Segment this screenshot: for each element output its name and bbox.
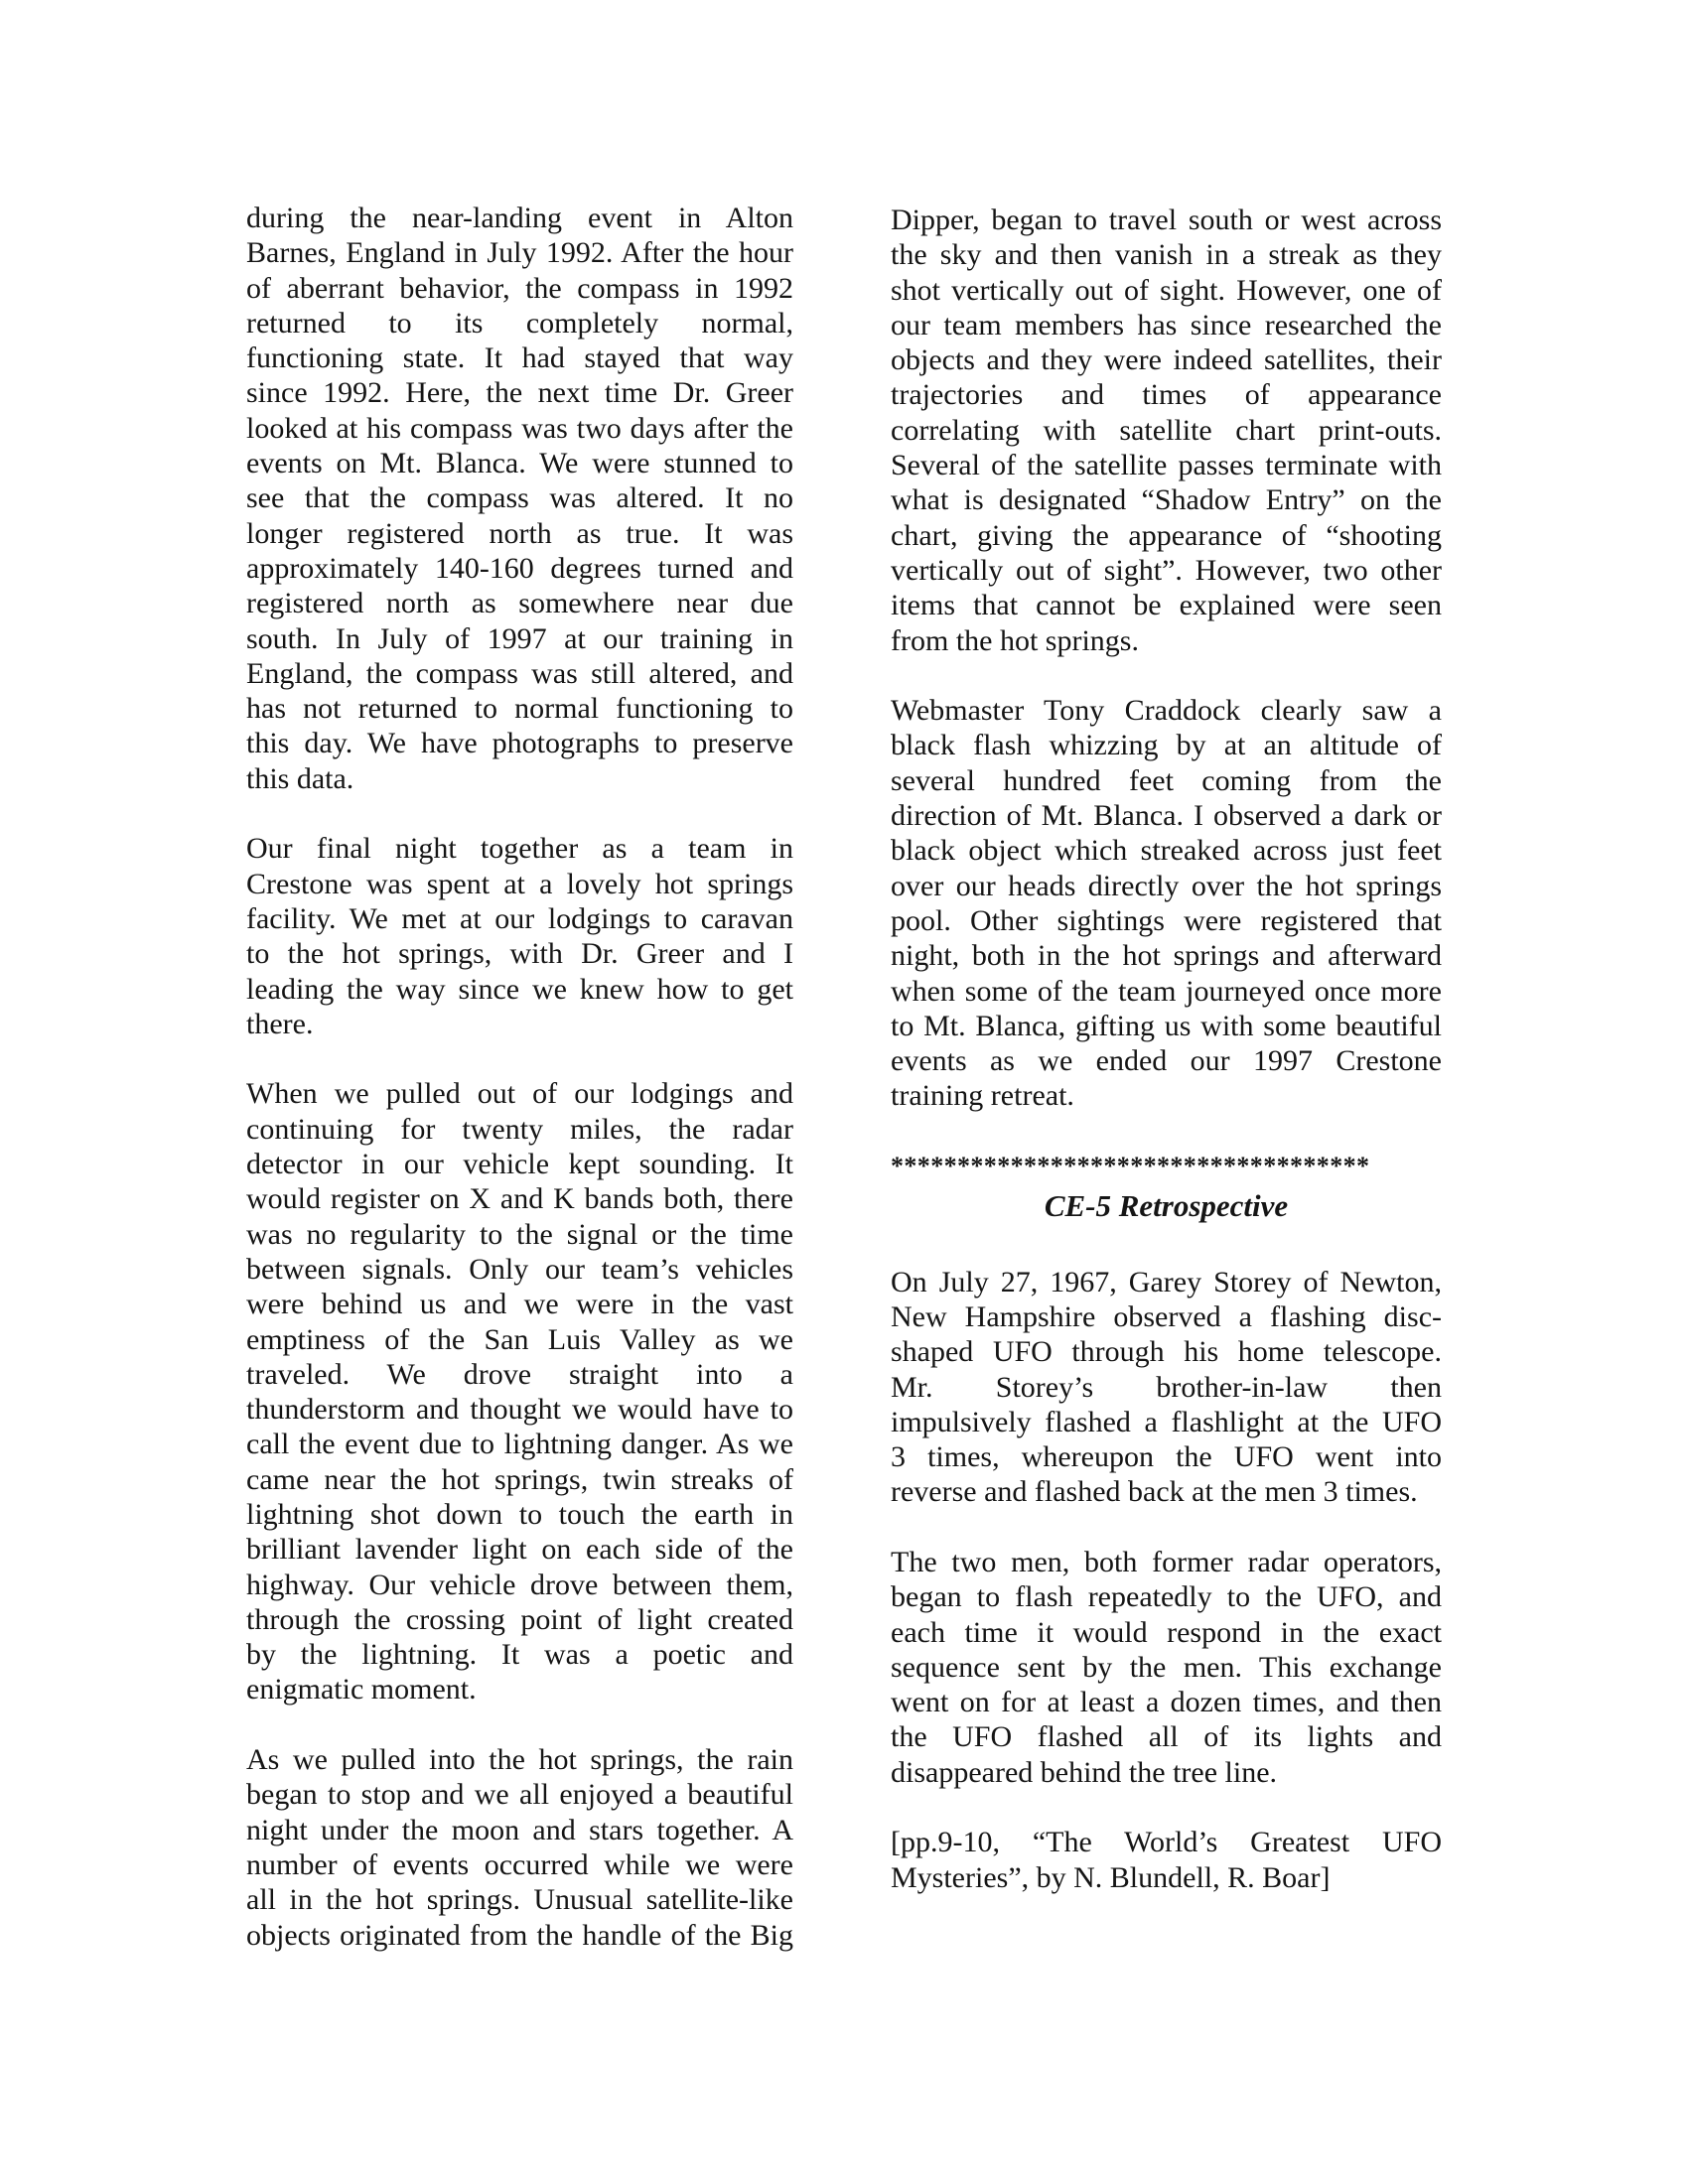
paragraph [891, 1825, 1442, 1895]
text-line: night under the moon and stars together. A [246, 1813, 793, 1846]
text-line: Mr. Storey’s brother-in-law then [891, 1370, 1442, 1404]
text-line: were behind us and we were in the vast [246, 1288, 793, 1321]
text-line: England, the compass was still altered, and [246, 656, 793, 690]
text-line: The two men, both former radar operators, [891, 1545, 1442, 1578]
text-line: detector in our vehicle kept sounding. It [246, 1148, 793, 1181]
left-text-column [246, 201, 793, 1953]
text-line: was no regularity to the signal or the time [246, 1217, 793, 1251]
text-line: went on for at least a dozen times, and then [891, 1686, 1442, 1719]
text-line: highway. Our vehicle drove between them, [246, 1568, 793, 1601]
text-line: 3 times, whereupon the UFO went into [891, 1440, 1442, 1474]
text-line: what is designated “Shadow Entry” on the [891, 483, 1442, 517]
text-line: through the crossing point of light created [246, 1602, 793, 1636]
text-line: facility. We met at our lodgings to caravan [246, 901, 793, 935]
text-line: during the near-landing event in Alton [246, 202, 793, 234]
text-line: shaped UFO through his home telescope. [891, 1335, 1442, 1369]
text-line: sequence sent by the men. This exchange [891, 1650, 1442, 1684]
text-line: correlating with satellite chart print-outs. [891, 413, 1442, 447]
text-line: registered north as somewhere near due [246, 587, 793, 620]
text-line: see that the compass was altered. It no [246, 481, 793, 515]
text-line: since 1992. Here, the next time Dr. Greer [246, 376, 793, 410]
text-line: call the event due to lightning danger. As we [246, 1428, 793, 1461]
text-line: items that cannot be explained were seen [891, 589, 1442, 622]
text-line: vertically out of sight”. However, two other [891, 553, 1442, 587]
text-line: night, both in the hot springs and afterward [891, 939, 1442, 973]
text-line: impulsively flashed a flashlight at the UFO [891, 1405, 1442, 1438]
text-line: functioning state. It had stayed that way [246, 341, 793, 375]
text-line: Mysteries”, by N. Blundell, R. Boar] [891, 1860, 1331, 1894]
text-line: lightning shot down to touch the earth in [246, 1497, 793, 1531]
text-line: each time it would respond in the exact [891, 1615, 1442, 1649]
paragraph [891, 693, 1442, 1114]
text-line: On July 27, 1967, Garey Storey of Newton, [891, 1265, 1442, 1298]
paragraph [891, 1265, 1442, 1510]
text-line: our team members has since researched the [891, 308, 1442, 341]
text-line: approximately 140-160 degrees turned and [246, 551, 793, 585]
text-line: by the lightning. It was a poetic and [246, 1638, 793, 1672]
paragraph [246, 1742, 793, 1953]
text-line: pool. Other sightings were registered that [891, 903, 1442, 937]
text-line: all in the hot springs. Unusual satellite-like [246, 1883, 793, 1917]
text-line: leading the way since we knew how to get [246, 972, 793, 1006]
text-line: Barnes, England in July 1992. After the hour [246, 236, 793, 270]
text-line: returned to its completely normal, [246, 306, 793, 340]
text-line: disappeared behind the tree line. [891, 1755, 1278, 1789]
text-line: Webmaster Tony Craddock clearly saw a [891, 694, 1442, 728]
text-line: Crestone was spent at a lovely hot springs [246, 867, 793, 900]
text-line: trajectories and times of appearance [891, 378, 1442, 412]
section-heading: CE-5 Retrospective [1044, 1188, 1289, 1224]
paragraph [891, 203, 1442, 658]
text-line: thunderstorm and thought we would have to [246, 1393, 793, 1427]
text-line: several hundred feet coming from the [891, 763, 1442, 797]
text-line: continuing for twenty miles, the radar [246, 1112, 793, 1146]
text-line: has not returned to normal functioning to [246, 692, 793, 726]
text-line: When we pulled out of our lodgings and [246, 1077, 793, 1111]
text-line: from the hot springs. [891, 623, 1139, 657]
text-line: to the hot springs, with Dr. Greer and I [246, 937, 793, 971]
text-line: began to stop and we all enjoyed a beautiful [246, 1778, 793, 1812]
text-line: the UFO flashed all of its lights and [891, 1720, 1442, 1754]
text-line: New Hampshire observed a flashing disc- [891, 1299, 1442, 1333]
text-line: events as we ended our 1997 Crestone [891, 1044, 1442, 1078]
stars-divider: ************************************ [891, 1152, 1370, 1181]
text-line: objects originated from the handle of the Big [246, 1918, 793, 1952]
text-line: of aberrant behavior, the compass in 1992 [246, 271, 793, 305]
paragraph [246, 1076, 793, 1706]
text-line: reverse and flashed back at the men 3 times. [891, 1475, 1418, 1509]
text-line: to Mt. Blanca, gifting us with some beautiful [891, 1009, 1442, 1042]
paragraph [891, 1545, 1442, 1790]
text-line: Several of the satellite passes terminate with [891, 449, 1442, 482]
text-line: [pp.9-10, “The World’s Greatest UFO [891, 1826, 1442, 1859]
text-line: the sky and then vanish in a streak as they [891, 238, 1442, 272]
text-line: events on Mt. Blanca. We were stunned to [246, 447, 793, 480]
text-line: this data. [246, 761, 354, 795]
text-line: shot vertically out of sight. However, one of [891, 273, 1442, 307]
text-line: this day. We have photographs to preserve [246, 727, 793, 760]
text-line: As we pulled into the hot springs, the rain [246, 1743, 793, 1777]
text-line: brilliant lavender light on each side of the [246, 1533, 793, 1567]
right-text-column [891, 203, 1442, 1895]
text-line: black flash whizzing by at an altitude of [891, 729, 1442, 762]
text-line: there. [246, 1007, 314, 1040]
text-line: training retreat. [891, 1079, 1074, 1113]
paragraph [246, 831, 793, 1041]
text-line: longer registered north as true. It was [246, 516, 793, 550]
text-line: when some of the team journeyed once more [891, 974, 1442, 1008]
text-line: Our final night together as a team in [246, 832, 793, 866]
paragraph [246, 201, 793, 796]
text-line: direction of Mt. Blanca. I observed a dark or [891, 799, 1442, 833]
text-line: number of events occurred while we were [246, 1847, 793, 1881]
text-line: chart, giving the appearance of “shooting [891, 518, 1442, 552]
text-line: objects and they were indeed satellites, their [891, 343, 1442, 377]
text-line: traveled. We drove straight into a [246, 1357, 793, 1391]
text-line: came near the hot springs, twin streaks of [246, 1462, 793, 1496]
text-line: emptiness of the San Luis Valley as we [246, 1322, 793, 1356]
text-line: began to flash repeatedly to the UFO, and [891, 1580, 1442, 1614]
text-line: south. In July of 1997 at our training in [246, 621, 793, 655]
text-line: between signals. Only our team’s vehicles [246, 1252, 793, 1286]
text-line: over our heads directly over the hot springs [891, 869, 1442, 902]
text-line: would register on X and K bands both, there [246, 1182, 793, 1216]
text-line: Dipper, began to travel south or west across [891, 204, 1442, 236]
text-line: black object which streaked across just feet [891, 834, 1442, 868]
text-line: enigmatic moment. [246, 1673, 477, 1706]
text-line: looked at his compass was two days after the [246, 411, 793, 445]
